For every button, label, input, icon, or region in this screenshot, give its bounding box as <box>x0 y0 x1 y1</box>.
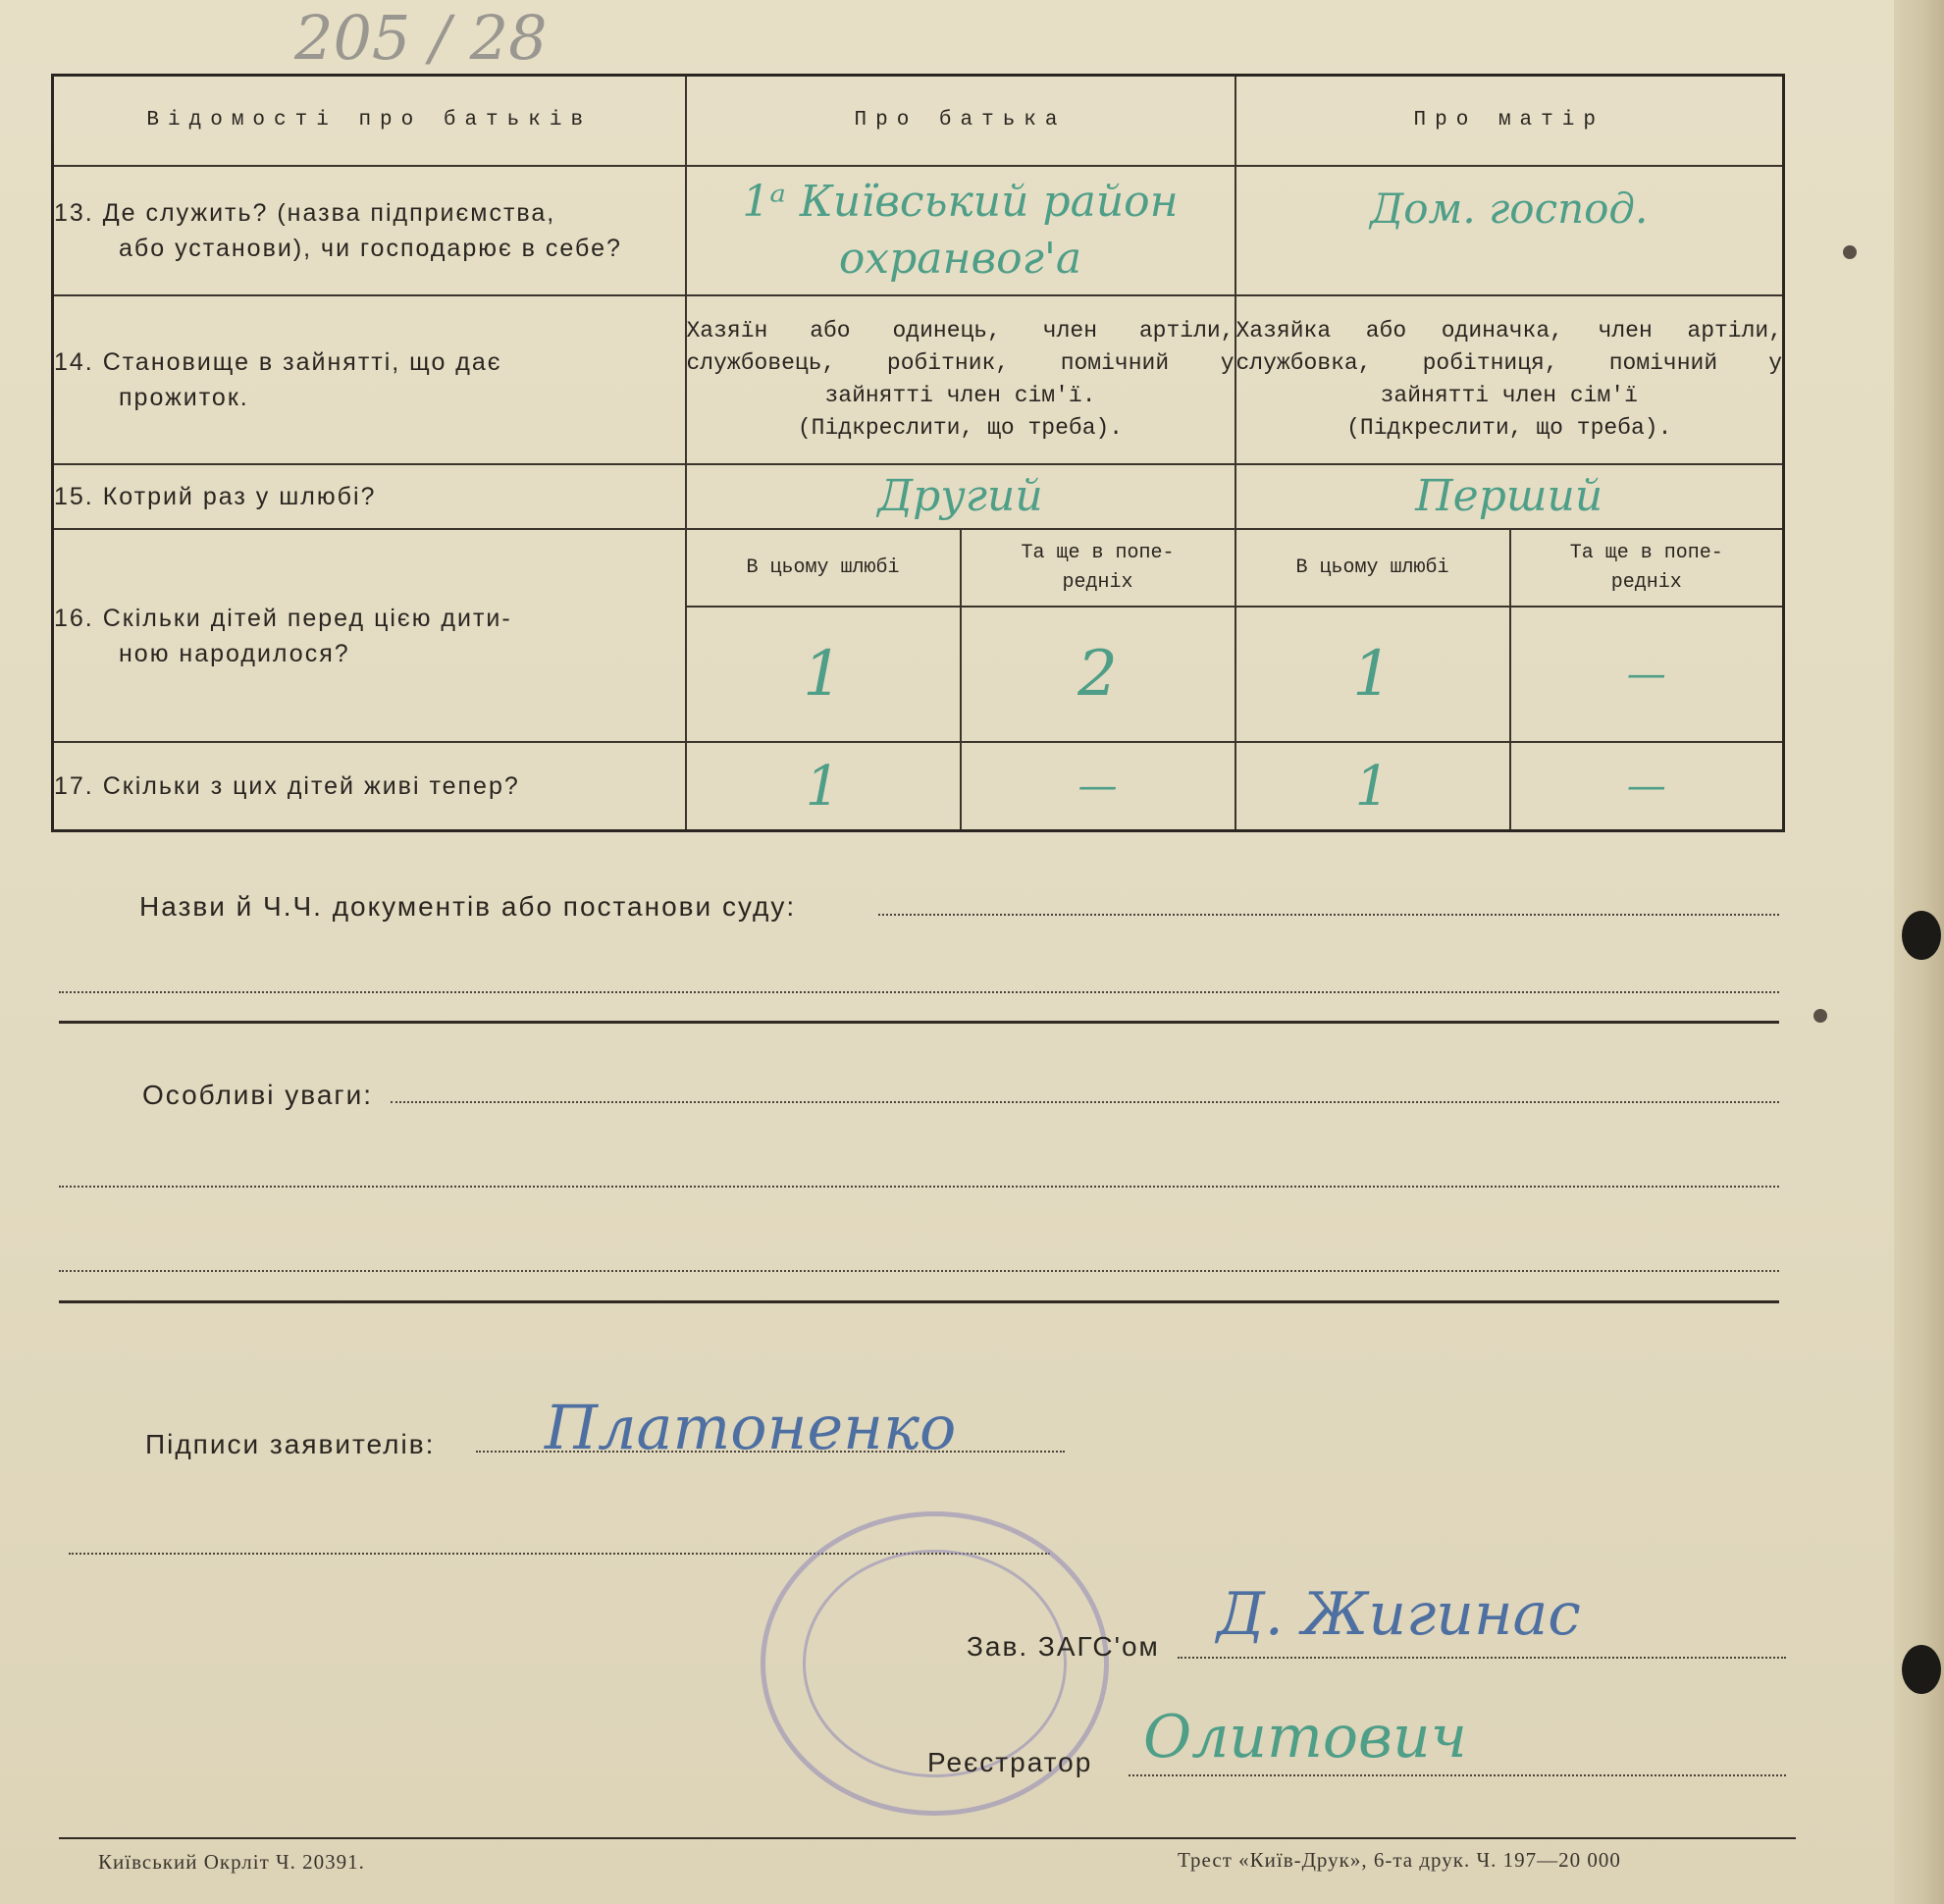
footer-right: Трест «Київ-Друк», 6-та друк. Ч. 197—20 000 <box>1178 1848 1621 1872</box>
punch-hole <box>1902 911 1941 960</box>
q16-father-this: 1 <box>686 607 961 742</box>
q14-mother-options <box>1235 295 1784 464</box>
registrar-signature-line <box>1129 1774 1786 1776</box>
q13-line2: або установи), чи господарює в себе? <box>119 234 622 262</box>
table-header-row <box>53 76 1784 166</box>
q14-label <box>53 295 686 464</box>
q17-father-previous: — <box>961 742 1235 830</box>
q17-father-this: 1 <box>686 742 961 830</box>
q14-father-options <box>686 295 1235 464</box>
punch-hole <box>1813 1009 1827 1023</box>
q14-father-options-text: Хазяїн або одинець, член артіли, службовець, робітник, помічний у зайнятті член сім'ї. <box>686 318 1235 409</box>
q16-mother-this: 1 <box>1235 607 1510 742</box>
remarks-label: Особливі уваги: <box>142 1080 374 1110</box>
q14-mother-note: (Підкреслити, що треба). <box>1346 415 1672 442</box>
row-q15 <box>53 464 1784 528</box>
registrar-label: Реєстратор <box>927 1747 1093 1777</box>
documents-field-line <box>59 991 1779 993</box>
q15-father-answer: Другий <box>686 464 1235 528</box>
q14-mother-options-text: Хазяйка або одиначка, член артіли, службовка, робітниця, помічний у зайнятті член сім'ї <box>1235 318 1783 409</box>
q16-line1: 16. Скільки дітей перед цією дити- <box>54 604 512 632</box>
footer-rule <box>59 1837 1796 1839</box>
header-info: Відомості про батьків <box>53 76 686 166</box>
section-divider <box>59 1300 1779 1303</box>
q17-label: 17. Скільки з цих дітей живі тепер? <box>53 742 686 830</box>
remarks-field-line <box>391 1101 1779 1103</box>
q13-father-answer: 1ᵃ Київський район охранвог'а <box>686 166 1235 296</box>
subheader-mother-previous <box>1510 529 1784 608</box>
subheader-mother-this: В цьому шлюбі <box>1235 529 1510 608</box>
punch-hole <box>1843 245 1857 259</box>
section-divider <box>59 1021 1779 1024</box>
q14-line2: прожиток. <box>119 384 249 412</box>
subheader-father-previous-line2: редніх <box>1062 570 1133 594</box>
row-q17 <box>53 742 1784 830</box>
header-father: Про батька <box>686 76 1235 166</box>
subheader-father-this: В цьому шлюбі <box>686 529 961 608</box>
documents-label: Назви й Ч.Ч. документів або постанови суду: <box>139 891 797 922</box>
signatures-label: Підписи заявителів: <box>145 1429 436 1459</box>
head-label: Зав. ЗАГС'ом <box>967 1631 1160 1662</box>
q13-line1: 13. Де служить? (назва підприємства, <box>54 198 556 227</box>
q16-label <box>53 529 686 743</box>
header-mother: Про матір <box>1235 76 1784 166</box>
remarks-field-line <box>59 1186 1779 1188</box>
q15-mother-answer: Перший <box>1235 464 1784 528</box>
q16-mother-previous: — <box>1510 607 1784 742</box>
punch-hole <box>1902 1645 1941 1694</box>
head-signature: Д. Жигинас <box>1217 1580 1581 1649</box>
q16-line2: ною народилося? <box>119 639 350 667</box>
remarks-field-line <box>59 1270 1779 1272</box>
q17-mother-previous: — <box>1510 742 1784 830</box>
head-signature-line <box>1178 1657 1786 1659</box>
row-q14 <box>53 295 1784 464</box>
q16-father-previous: 2 <box>961 607 1235 742</box>
applicant-signature: Платоненко <box>545 1392 957 1463</box>
row-q13 <box>53 166 1784 296</box>
registrar-signature: Олитович <box>1143 1703 1467 1772</box>
row-subheaders <box>53 529 1784 608</box>
parents-info-table <box>51 74 1785 832</box>
q14-father-note: (Підкреслити, що треба). <box>797 415 1124 442</box>
q15-label: 15. Котрий раз у шлюбі? <box>53 464 686 528</box>
archive-number: 205 / 28 <box>294 2 548 74</box>
subheader-father-previous <box>961 529 1235 608</box>
footer-left: Київський Окрліт Ч. 20391. <box>98 1850 365 1874</box>
q14-line1: 14. Становище в зайнятті, що дає <box>54 348 502 377</box>
q13-label <box>53 166 686 296</box>
subheader-father-previous-line1: Та ще в попе- <box>1021 541 1175 564</box>
q17-mother-this: 1 <box>1235 742 1510 830</box>
documents-field-line <box>878 914 1779 916</box>
subheader-mother-previous-line1: Та ще в попе- <box>1569 541 1723 564</box>
q13-mother-answer: Дом. господ. <box>1235 166 1784 296</box>
subheader-mother-previous-line2: редніх <box>1610 570 1682 594</box>
